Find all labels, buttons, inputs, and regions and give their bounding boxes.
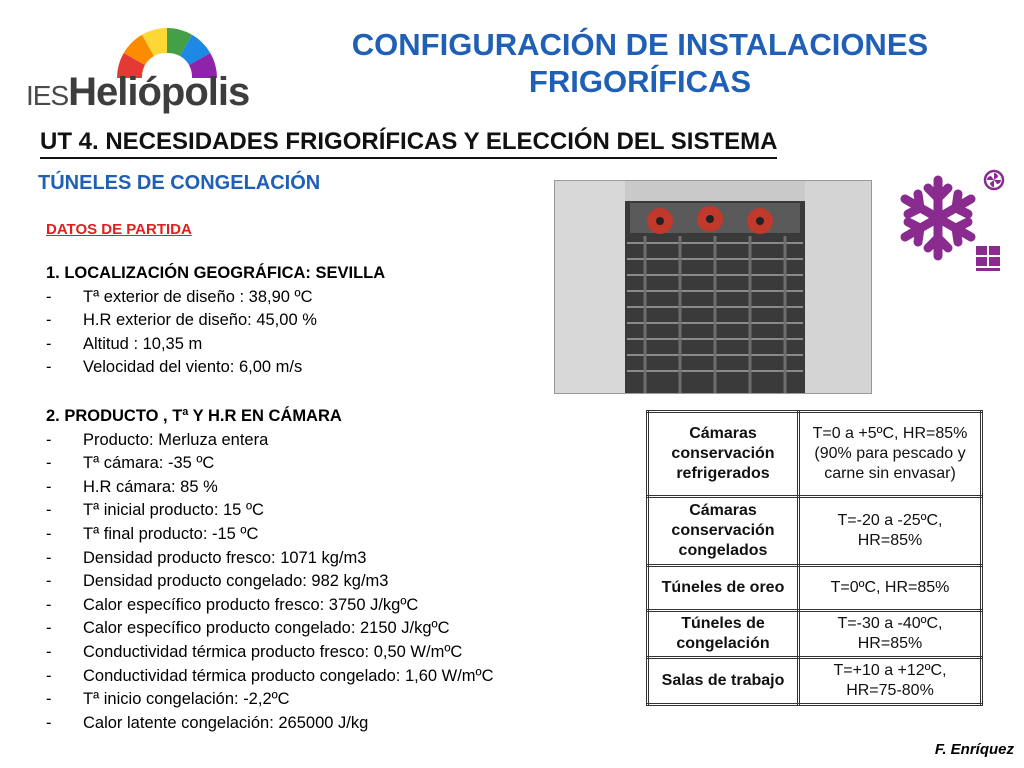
table-cell-name: Cámaras conservación refrigerados (648, 412, 799, 497)
location-block (46, 262, 385, 380)
logo-prefix: IES (26, 80, 69, 111)
author-credit: F. Enríquez (934, 741, 1014, 758)
list-item: - Tª exterior de diseño : 38,90 ºC (46, 287, 313, 306)
location-heading: 1. LOCALIZACIÓN GEOGRÁFICA: SEVILLA (46, 264, 386, 282)
freezing-tunnel-photo (554, 180, 872, 394)
table-row (648, 566, 982, 611)
list-item: - Densidad producto congelado: 982 kg/m3 (46, 572, 389, 591)
logo-wordmark (26, 70, 249, 115)
datos-label: DATOS DE PARTIDA (46, 221, 192, 238)
table-cell-name: Cámaras conservación congelados (648, 497, 799, 566)
snowflake-icon (896, 168, 1006, 276)
section-title: TÚNELES DE CONGELACIÓN (38, 172, 321, 194)
list-item: - Producto: Merluza entera (46, 430, 269, 449)
list-item: - Calor latente congelación: 265000 J/kg (46, 713, 369, 732)
list-item: - Calor específico producto fresco: 3750 J/kgºC (46, 595, 419, 614)
table-cell-name: Túneles de oreo (648, 566, 799, 611)
list-item: - H.R exterior de diseño: 45,00 % (46, 311, 317, 330)
list-item: - Tª inicio congelación: -2,2ºC (46, 690, 290, 709)
page-title: CONFIGURACIÓN DE INSTALACIONES FRIGORÍFICAS (351, 27, 929, 99)
fan-icon (985, 171, 1003, 189)
list-item: - Conductividad térmica producto congelado: 1,60 W/mºC (46, 666, 494, 685)
table-cell-value: T=+10 a +12ºC, HR=75-80% (799, 658, 982, 705)
table-row (648, 658, 982, 705)
table-cell-value: T=-30 a -40ºC, HR=85% (799, 611, 982, 658)
pallet-icon (976, 246, 1000, 271)
list-item: - Altitud : 10,35 m (46, 334, 203, 353)
list-item: - Densidad producto fresco: 1071 kg/m3 (46, 548, 367, 567)
list-item: - Tª inicial producto: 15 ºC (46, 501, 264, 520)
list-item: - H.R cámara: 85 % (46, 477, 218, 496)
list-item: - Tª final producto: -15 ºC (46, 524, 259, 543)
logo-name: Heliópolis (68, 70, 250, 114)
table-row (648, 611, 982, 658)
list-item: - Calor específico producto congelado: 2150 J/kgºC (46, 619, 450, 638)
storage-conditions-table (646, 410, 983, 706)
table-cell-name: Túneles de congelación (648, 611, 799, 658)
product-block (46, 405, 494, 735)
list-item: - Velocidad del viento: 6,00 m/s (46, 358, 303, 377)
table-cell-value: T=-20 a -25ºC, HR=85% (799, 497, 982, 566)
table-cell-name: Salas de trabajo (648, 658, 799, 705)
table-row (648, 412, 982, 497)
table-cell-value: T=0ºC, HR=85% (799, 566, 982, 611)
product-heading: 2. PRODUCTO , Tª Y H.R EN CÁMARA (46, 407, 342, 425)
table-cell-value: T=0 a +5ºC, HR=85% (90% para pescado y carne sin envasar) (799, 412, 982, 497)
list-item: - Tª cámara: -35 ºC (46, 454, 215, 473)
list-item: - Conductividad térmica producto fresco: 0,50 W/mºC (46, 642, 463, 661)
unit-subtitle: UT 4. NECESIDADES FRIGORÍFICAS Y ELECCIÓN DEL SISTEMA (40, 127, 777, 159)
table-row (648, 497, 982, 566)
